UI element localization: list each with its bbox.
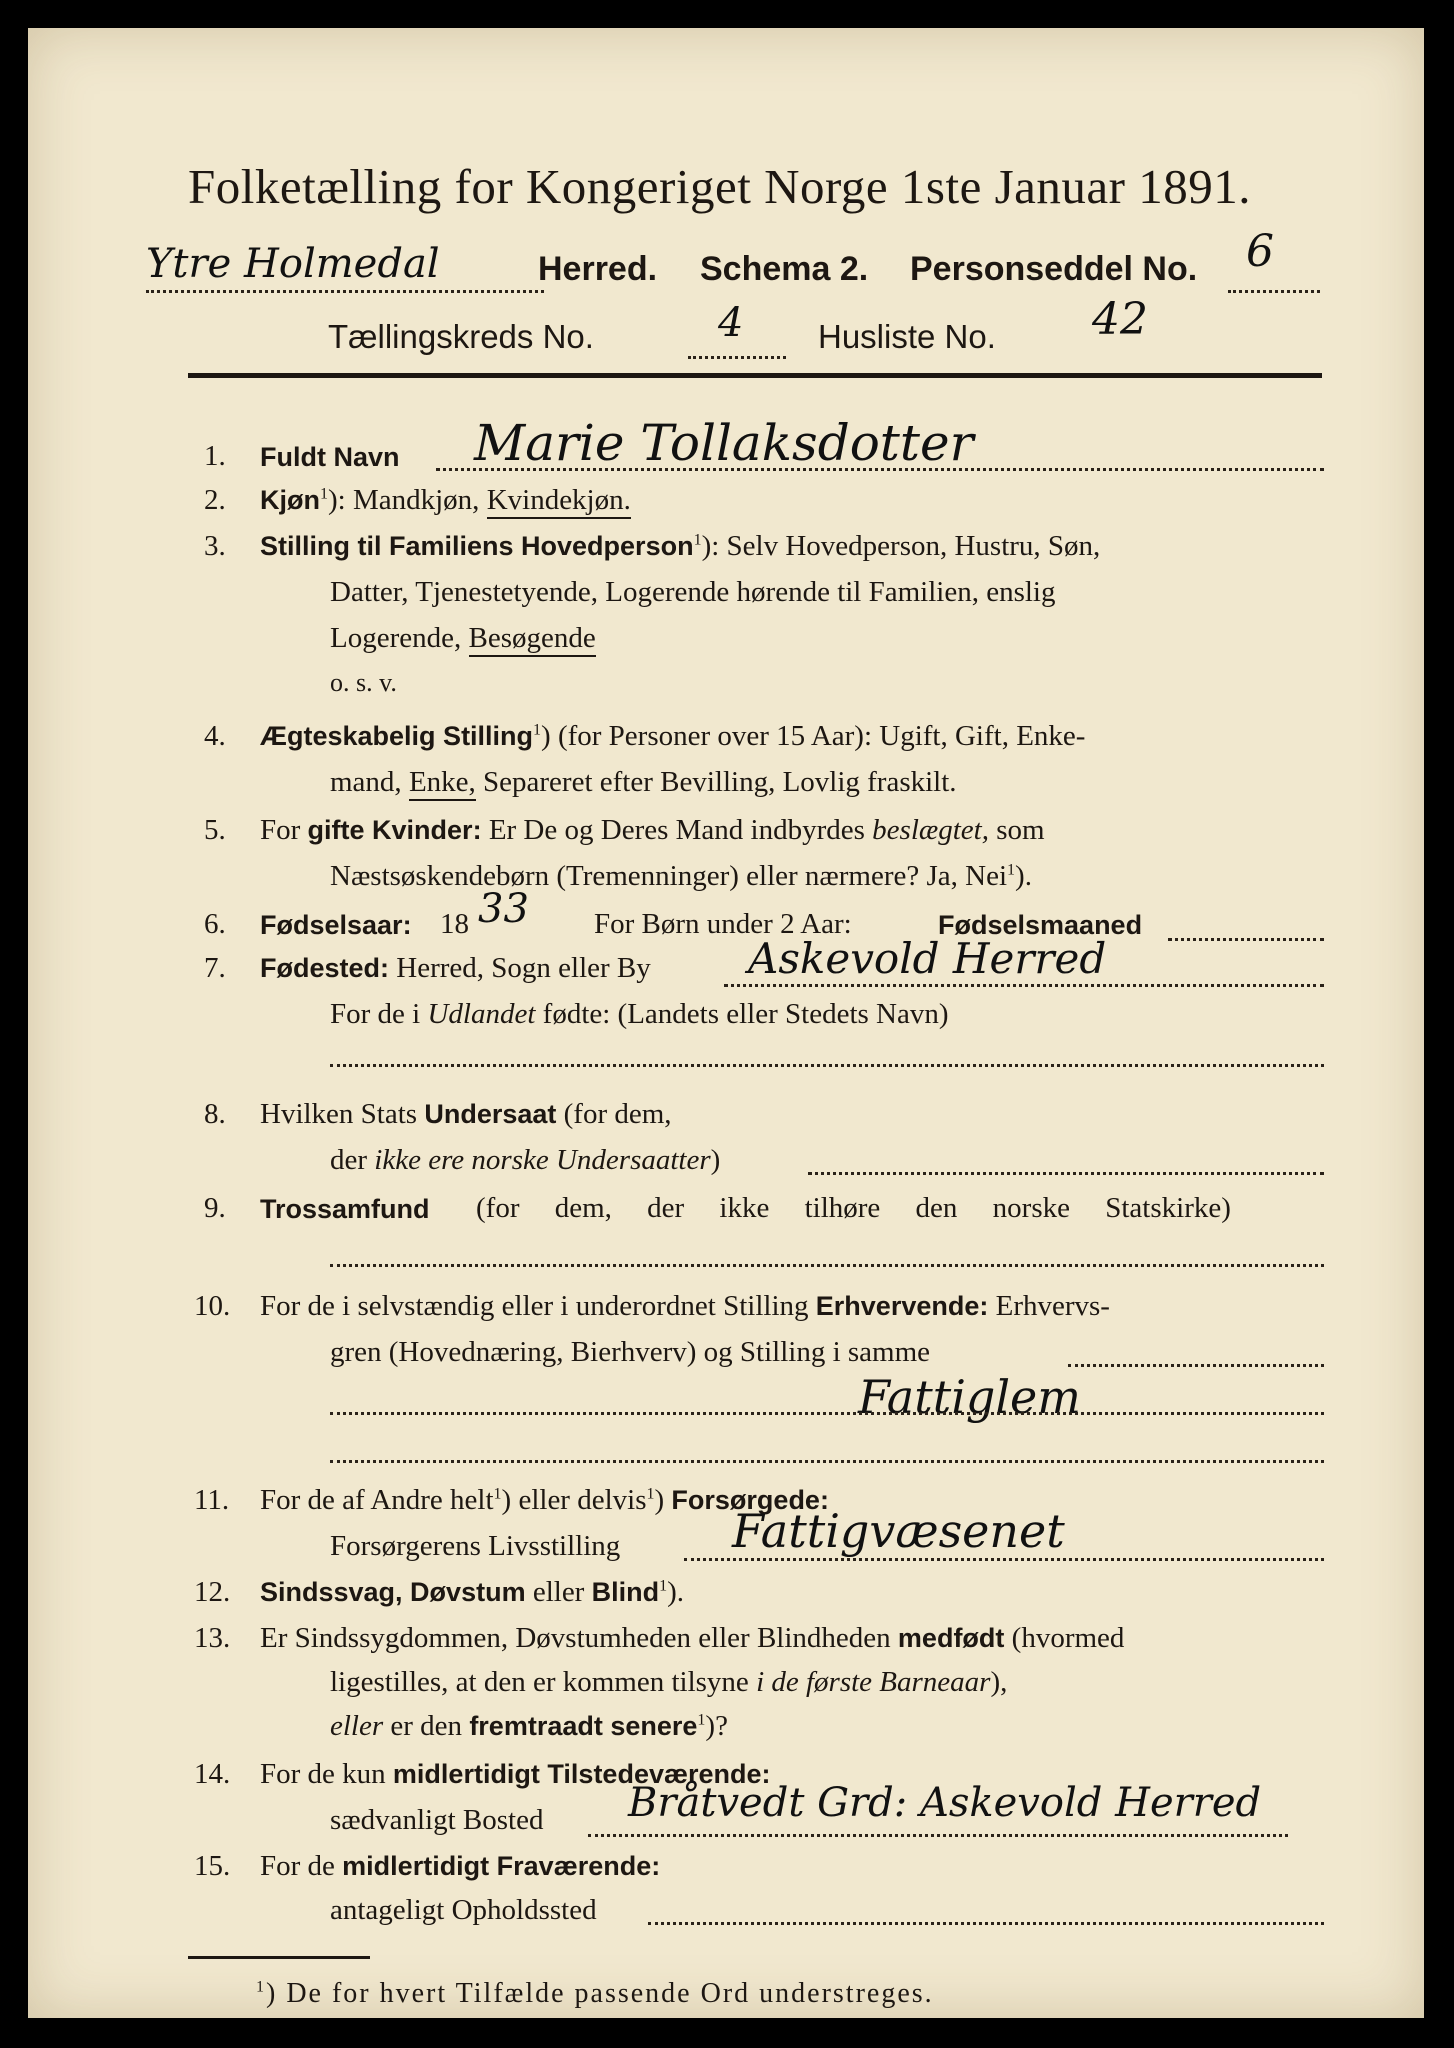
q5-number: 5. bbox=[204, 814, 226, 846]
q4-number: 4. bbox=[204, 720, 226, 752]
q12-number: 12. bbox=[194, 1576, 231, 1608]
q6-number: 6. bbox=[204, 908, 226, 940]
kreds-label: Tællingskreds No. bbox=[328, 318, 594, 355]
q13-line2: ligestilles, at den er kommen tilsyne i de første Barneaar), bbox=[330, 1666, 1008, 1698]
q6-dots bbox=[1168, 938, 1324, 941]
personseddel-no: 6 bbox=[1246, 226, 1274, 277]
husliste-label: Husliste No. bbox=[818, 318, 996, 355]
q14-number: 14. bbox=[194, 1758, 231, 1790]
q8-dots bbox=[808, 1172, 1324, 1175]
q1-label: Fuldt Navn bbox=[260, 442, 400, 472]
footnote-rule bbox=[188, 1956, 370, 1959]
q3-selected-option: Besøgende bbox=[469, 622, 596, 657]
schema-label: Schema 2. bbox=[700, 250, 869, 288]
q10-dots-1 bbox=[1068, 1364, 1324, 1367]
q3-line1: Stilling til Familiens Hovedperson$^1$): Selv Hovedperson, Hustru, Søn, bbox=[260, 530, 1101, 562]
q3-line2: Datter, Tjenestetyende, Logerende hørende til Familien, enslig bbox=[330, 576, 1056, 608]
q6-text: For Børn under 2 Aar: bbox=[594, 908, 852, 940]
q7-line1: Fødested: Herred, Sogn eller By bbox=[260, 952, 651, 984]
q1-dots bbox=[436, 468, 1324, 471]
q15-number: 15. bbox=[194, 1850, 231, 1882]
kreds-no: 4 bbox=[718, 300, 744, 346]
q13-line1: Er Sindssygdommen, Døvstumheden eller Blindheden medfødt (hvormed bbox=[260, 1622, 1125, 1654]
q7-birthplace-handwritten: Askevold Herred bbox=[748, 934, 1107, 983]
q6-label: Fødselsaar: bbox=[260, 910, 412, 940]
q3-number: 3. bbox=[204, 530, 226, 562]
q6-prefix: 18 bbox=[440, 908, 469, 940]
q7-line2: For de i Udlandet fødte: (Landets eller Stedets Navn) bbox=[330, 998, 949, 1030]
q13-line3: eller er den fremtraadt senere$^1$)? bbox=[330, 1710, 728, 1742]
q14-dots bbox=[588, 1834, 1288, 1837]
q10-line1: For de i selvstændig eller i underordnet Stilling Erhvervende: Erhvervs- bbox=[260, 1290, 1110, 1322]
q5-line1: For gifte Kvinder: Er De og Deres Mand indbyrdes beslægtet, som bbox=[260, 814, 1045, 846]
q8-number: 8. bbox=[204, 1098, 226, 1130]
q11-line1: For de af Andre helt$^1$) eller delvis$^1$) Forsørgede: bbox=[260, 1484, 829, 1516]
q9-label: Trossamfund bbox=[260, 1194, 430, 1224]
q3-line3: Logerende, Besøgende bbox=[330, 622, 596, 655]
herred-name-handwritten: Ytre Holmedal bbox=[146, 241, 440, 287]
q7-number: 7. bbox=[204, 952, 226, 984]
q10-number: 10. bbox=[194, 1290, 231, 1322]
q9-text: (for dem, der ikke tilhøre den norske Statskirke) bbox=[476, 1192, 1231, 1224]
q15-line2: antageligt Opholdssted bbox=[330, 1894, 597, 1926]
q10-dots-3 bbox=[330, 1460, 1324, 1463]
q14-line1: For de kun midlertidigt Tilstedeværende: bbox=[260, 1758, 771, 1790]
q10-occupation-handwritten: Fattiglem bbox=[858, 1370, 1081, 1424]
q9-dots bbox=[330, 1264, 1324, 1267]
q8-line1: Hvilken Stats Undersaat (for dem, bbox=[260, 1098, 672, 1130]
q6-label2: Fødselsmaaned bbox=[938, 910, 1143, 940]
herred-dots bbox=[146, 290, 544, 293]
q11-dots bbox=[684, 1558, 1324, 1561]
q12-line: Sindssvag, Døvstum eller Blind$^1$). bbox=[260, 1576, 685, 1608]
personseddel-label: Personseddel No. bbox=[910, 250, 1198, 288]
q4-line1: Ægteskabelig Stilling$^1$) (for Personer over 15 Aar): Ugift, Gift, Enke- bbox=[260, 720, 1086, 752]
husliste-no: 42 bbox=[1092, 294, 1148, 345]
q2-line: Kjøn$^1$): Mandkjøn, Kvindekjøn. bbox=[260, 484, 631, 517]
q9-number: 9. bbox=[204, 1192, 226, 1224]
herred-label: Herred. bbox=[538, 250, 658, 288]
q10-dots-2 bbox=[330, 1412, 1324, 1415]
q3-line4: o. s. v. bbox=[330, 668, 397, 697]
q4-selected-option: Enke, bbox=[409, 766, 476, 801]
kreds-dots bbox=[688, 356, 786, 359]
q7-dots-2 bbox=[330, 1064, 1324, 1067]
form-title: Folketælling for Kongeriget Norge 1ste Januar 1891. bbox=[188, 159, 1251, 214]
q2-number: 2. bbox=[204, 484, 226, 516]
q14-residence-handwritten: Bråtvedt Grd: Askevold Herred bbox=[628, 1780, 1262, 1826]
q10-line2: gren (Hovednæring, Bierhverv) og Stilling i samme bbox=[330, 1336, 931, 1368]
q11-line2: Forsørgerens Livsstilling bbox=[330, 1530, 621, 1562]
q1-number: 1. bbox=[204, 440, 226, 472]
q5-line2: Næstsøskendebørn (Tremenninger) eller nærmere? Ja, Nei$^1$). bbox=[330, 860, 1032, 892]
q8-line2: der ikke ere norske Undersaatter) bbox=[330, 1144, 721, 1176]
q13-number: 13. bbox=[194, 1622, 231, 1654]
header-rule bbox=[188, 373, 1322, 378]
q1-name-handwritten: Marie Tollaksdotter bbox=[474, 414, 974, 472]
q15-line1: For de midlertidigt Fraværende: bbox=[260, 1850, 661, 1882]
census-form bbox=[28, 28, 1424, 2018]
personseddel-dots bbox=[1228, 290, 1320, 293]
q11-provider-handwritten: Fattigvæsenet bbox=[732, 1504, 1065, 1558]
q14-line2: sædvanligt Bosted bbox=[330, 1804, 544, 1836]
q6-year-handwritten: 33 bbox=[478, 886, 529, 932]
q15-dots bbox=[648, 1922, 1324, 1925]
footnote: $^1$) De for hvert Tilfælde passende Ord understreges. bbox=[256, 1978, 934, 2009]
q11-number: 11. bbox=[194, 1484, 230, 1516]
q7-dots bbox=[724, 984, 1324, 987]
q4-line2: mand, Enke, Separeret efter Bevilling, Lovlig fraskilt. bbox=[330, 766, 957, 799]
q2-selected-option: Kvindekjøn. bbox=[487, 484, 631, 519]
